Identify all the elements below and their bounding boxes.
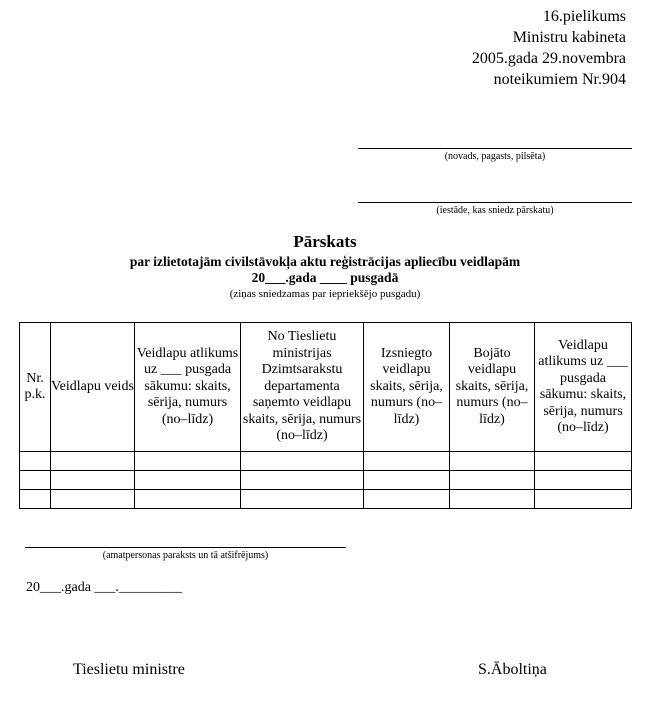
table-cell[interactable] [51, 490, 135, 509]
header-closing-balance: Veidlapu atlikums uz ___ pusgada sākumu: skaits, sērija, numurs (no–līdz) [535, 323, 632, 452]
table-cell[interactable] [535, 471, 632, 490]
table-cell[interactable] [450, 452, 535, 471]
table-cell[interactable] [20, 490, 51, 509]
official-signature-caption: (amatpersonas paraksts un tā atšifrējums) [102, 550, 269, 561]
table-cell[interactable] [364, 490, 450, 509]
minister-position: Tieslietu ministre [73, 661, 185, 678]
table-row [20, 471, 632, 490]
table-cell[interactable] [20, 471, 51, 490]
table-cell[interactable] [51, 471, 135, 490]
annex-number: 16.pielikums [542, 8, 626, 25]
table-row [20, 452, 632, 471]
report-period: 20___.gada ____ pusgadā [251, 270, 399, 285]
header-damaged-forms: Bojāto veidlapu skaits, sērija, numurs (no–līdz) [450, 323, 535, 452]
institution-field-caption: (iestāde, kas sniedz pārskatu) [436, 205, 554, 216]
table-cell[interactable] [450, 490, 535, 509]
table-cell[interactable] [135, 452, 241, 471]
location-field-caption: (novads, pagasts, pilsēta) [444, 151, 546, 162]
table-cell[interactable] [241, 490, 364, 509]
annex-date: 2005.gada 29.novembra [471, 50, 626, 67]
header-issued-forms: Izsniegto veidlapu skaits, sērija, numurs (no–līdz) [364, 323, 450, 452]
annex-regulation: noteikumiem Nr.904 [493, 71, 626, 88]
header-form-type: Veidlapu veids [51, 323, 135, 452]
table-cell[interactable] [450, 471, 535, 490]
institution-field-line[interactable] [358, 202, 632, 203]
table-cell[interactable] [135, 471, 241, 490]
table-cell[interactable] [241, 471, 364, 490]
official-signature-line[interactable] [25, 547, 346, 548]
report-title: Pārskats [293, 232, 357, 251]
report-table [19, 322, 632, 509]
header-received-forms: No Tieslietu ministrijas Dzimtsarakstu departamenta saņemto veidlapu skaits, sērija, numurs (no–līdz) [241, 323, 364, 452]
table-cell[interactable] [135, 490, 241, 509]
table-cell[interactable] [241, 452, 364, 471]
annex-reference [472, 6, 626, 90]
table-row [20, 490, 632, 509]
header-opening-balance: Veidlapu atlikums uz ___ pusgada sākumu: skaits, sērija, numurs (no–līdz) [135, 323, 241, 452]
table-header-row [20, 323, 632, 452]
minister-name: S.Āboltiņa [478, 661, 547, 678]
table-cell[interactable] [364, 471, 450, 490]
table-cell[interactable] [20, 452, 51, 471]
table-cell[interactable] [535, 452, 632, 471]
report-note: (ziņas sniedzamas par iepriekšējo pusgadu) [229, 288, 421, 300]
header-number: Nr. p.k. [20, 323, 51, 452]
location-field-line[interactable] [358, 148, 632, 149]
signature-date: 20___.gada ___._________ [26, 580, 182, 595]
table-cell[interactable] [535, 490, 632, 509]
annex-issuer: Ministru kabineta [512, 29, 626, 46]
table-cell[interactable] [364, 452, 450, 471]
table-cell[interactable] [51, 452, 135, 471]
report-subtitle: par izlietotajām civilstāvokļa aktu reģistrācijas apliecību veidlapām [129, 254, 521, 269]
